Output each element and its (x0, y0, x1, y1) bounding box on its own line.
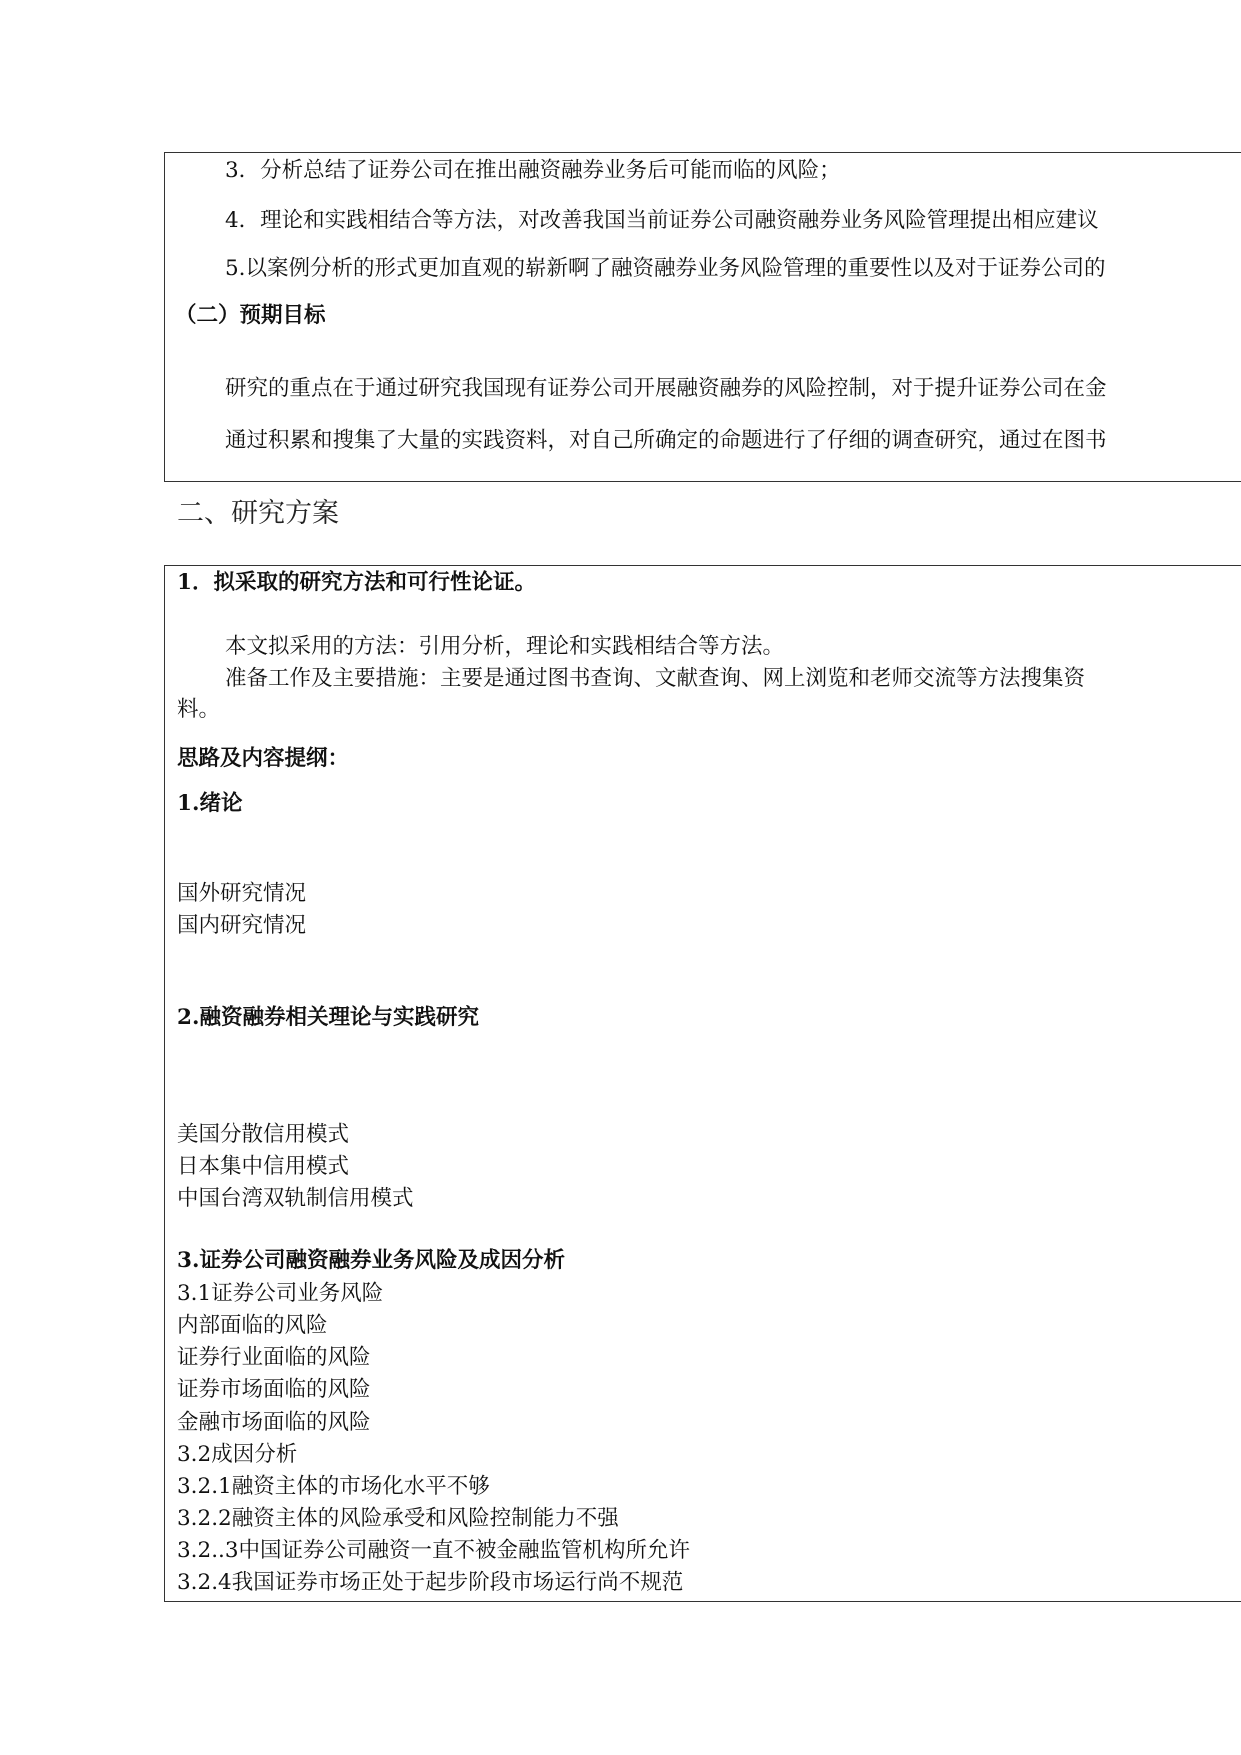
expected-goals-heading: （二）预期目标 (175, 303, 326, 328)
chapter-3-item: 3.2.4我国证券市场正处于起步阶段市场运行尚不规范 (177, 1570, 684, 1595)
chapter-3-item: 3.2.2融资主体的风险承受和风险控制能力不强 (177, 1506, 619, 1531)
chapter-1-item: 国外研究情况 (177, 881, 307, 906)
content-item-3: 3．分析总结了证券公司在推出融资融券业务后可能而临的风险； (225, 158, 841, 183)
goal-paragraph-2: 通过积累和搜集了大量的实践资料，对自己所确定的命题进行了仔细的调查研究，通过在图书 (225, 428, 1107, 453)
outline-heading: 思路及内容提纲： (177, 746, 350, 771)
preparation-line: 准备工作及主要措施：主要是通过图书查询、文献查询、网上浏览和老师交流等方法搜集资 (225, 666, 1086, 691)
chapter-3-item: 3.2.1融资主体的市场化水平不够 (177, 1474, 490, 1499)
chapter-3-item: 3.1证券公司业务风险 (177, 1281, 384, 1306)
chapter-1-title: 1.绪论 (177, 791, 243, 816)
chapter-2-item: 日本集中信用模式 (177, 1154, 350, 1179)
chapter-3-item: 金融市场面临的风险 (177, 1410, 371, 1435)
method-line: 本文拟采用的方法：引用分析，理论和实践相结合等方法。 (225, 634, 785, 659)
chapter-2-item: 中国台湾双轨制信用模式 (177, 1186, 414, 1211)
research-plan-box (164, 565, 1241, 1602)
chapter-1-item: 国内研究情况 (177, 913, 307, 938)
chapter-2-title: 2.融资融券相关理论与实践研究 (177, 1005, 479, 1030)
chapter-3-item: 内部面临的风险 (177, 1313, 328, 1338)
goal-paragraph-1: 研究的重点在于通过研究我国现有证券公司开展融资融券的风险控制，对于提升证券公司在金 (225, 376, 1107, 401)
content-item-4: 4．理论和实践相结合等方法，对改善我国当前证券公司融资融券业务风险管理提出相应建议 (225, 208, 1099, 233)
content-item-5: 5.以案例分析的形式更加直观的崭新啊了融资融券业务风险管理的重要性以及对于证券公司的 (225, 256, 1106, 281)
section-title-research-plan: 二、研究方案 (177, 498, 339, 529)
methods-heading: 1．拟采取的研究方法和可行性论证。 (177, 570, 536, 595)
chapter-3-item: 3.2..3中国证券公司融资一直不被金融监管机构所允许 (177, 1538, 691, 1563)
chapter-3-item: 证券行业面临的风险 (177, 1345, 371, 1370)
chapter-2-item: 美国分散信用模式 (177, 1122, 350, 1147)
chapter-3-title: 3.证券公司融资融券业务风险及成因分析 (177, 1248, 565, 1273)
chapter-3-item: 3.2成因分析 (177, 1442, 298, 1467)
preparation-line-cont: 料。 (177, 697, 221, 722)
chapter-3-item: 证券市场面临的风险 (177, 1377, 371, 1402)
